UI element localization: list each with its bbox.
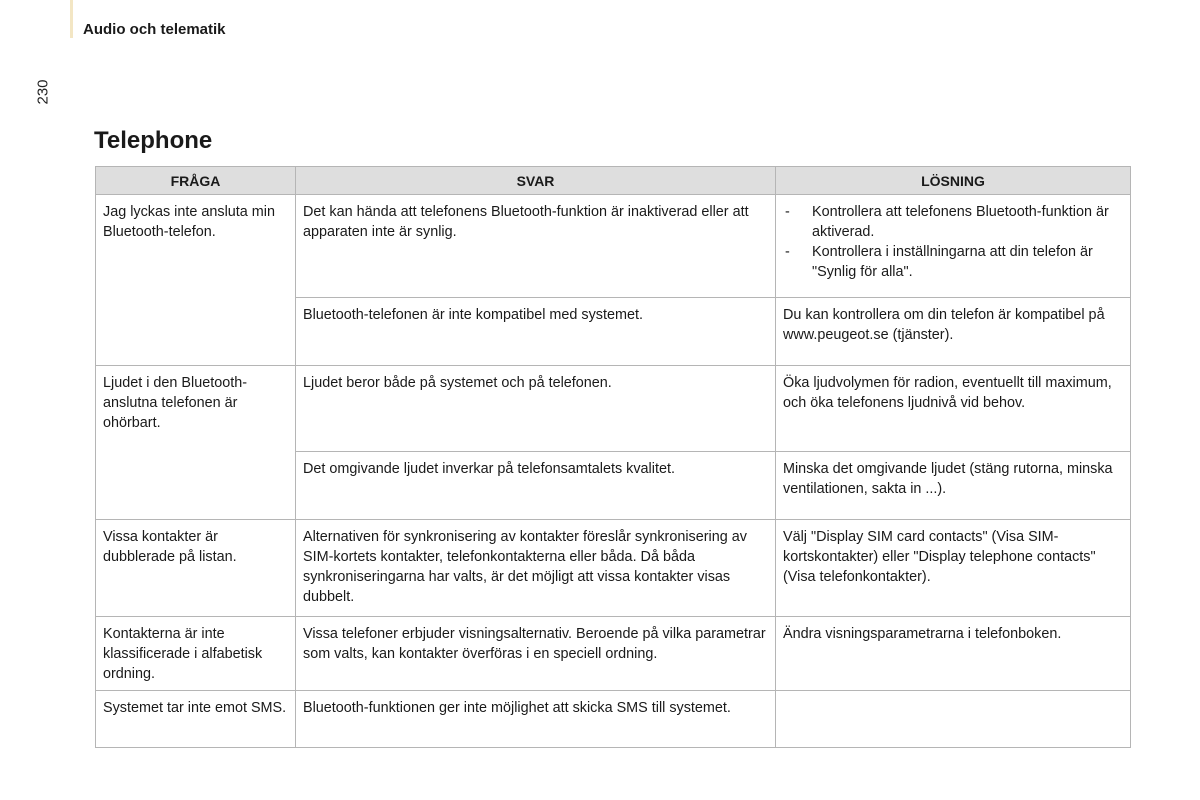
solution-list — [783, 202, 1123, 282]
answer-cell: Bluetooth-telefonen är inte kompatibel med systemet. — [296, 298, 776, 366]
header-accent-bar — [70, 0, 73, 38]
question-cell: Ljudet i den Bluetooth-anslutna telefonen är ohörbart. — [96, 366, 296, 520]
page-number: 230 — [34, 79, 52, 105]
solution-cell: Öka ljudvolymen för radion, eventuellt till maximum, och öka telefonens ljudnivå vid behov. — [776, 366, 1131, 452]
answer-cell: Det kan hända att telefonens Bluetooth-funktion är inaktiverad eller att apparaten inte är synlig. — [296, 195, 776, 298]
solution-cell: Minska det omgivande ljudet (stäng rutorna, minska ventilationen, sakta in ...). — [776, 452, 1131, 520]
question-cell: Jag lyckas inte ansluta min Bluetooth-telefon. — [96, 195, 296, 366]
table-row — [96, 691, 1131, 748]
solution-list-item: - Kontrollera i inställningarna att din telefon är "Synlig för alla". — [783, 242, 1123, 282]
question-cell: Systemet tar inte emot SMS. — [96, 691, 296, 748]
column-header-question: FRÅGA — [96, 167, 296, 195]
question-cell: Vissa kontakter är dubblerade på listan. — [96, 520, 296, 617]
question-cell: Kontakterna är inte klassificerade i alfabetisk ordning. — [96, 617, 296, 691]
table-row — [96, 617, 1131, 691]
table-row — [96, 195, 1131, 298]
table-header-row — [96, 167, 1131, 195]
answer-cell: Ljudet beror både på systemet och på telefonen. — [296, 366, 776, 452]
solution-cell: Du kan kontrollera om din telefon är kompatibel på www.peugeot.se (tjänster). — [776, 298, 1131, 366]
column-header-solution: LÖSNING — [776, 167, 1131, 195]
solution-cell: Ändra visningsparametrarna i telefonboken. — [776, 617, 1131, 691]
page-title: Telephone — [94, 127, 213, 154]
answer-cell: Bluetooth-funktionen ger inte möjlighet att skicka SMS till systemet. — [296, 691, 776, 748]
solution-cell: Välj "Display SIM card contacts" (Visa SIM-kortskontakter) eller "Display telephone contacts" (Visa telefonkontakter). — [776, 520, 1131, 617]
answer-cell: Alternativen för synkronisering av kontakter föreslår synkronisering av SIM-kortets kontakter, telefonkontakterna eller båda. Då båda synkroniseringarna har valts, är det möjligt att vissa kontakter visas dubbelt. — [296, 520, 776, 617]
troubleshooting-table — [95, 166, 1131, 748]
table-row — [96, 520, 1131, 617]
answer-cell: Vissa telefoner erbjuder visningsalternativ. Beroende på vilka parametrar som valts, kan kontakter överföras i en speciell ordning. — [296, 617, 776, 691]
section-title: Audio och telematik — [83, 21, 226, 38]
column-header-answer: SVAR — [296, 167, 776, 195]
solution-cell — [776, 691, 1131, 748]
table-row — [96, 366, 1131, 452]
solution-cell — [776, 195, 1131, 298]
solution-list-item: - Kontrollera att telefonens Bluetooth-funktion är aktiverad. — [783, 202, 1123, 242]
answer-cell: Det omgivande ljudet inverkar på telefonsamtalets kvalitet. — [296, 452, 776, 520]
